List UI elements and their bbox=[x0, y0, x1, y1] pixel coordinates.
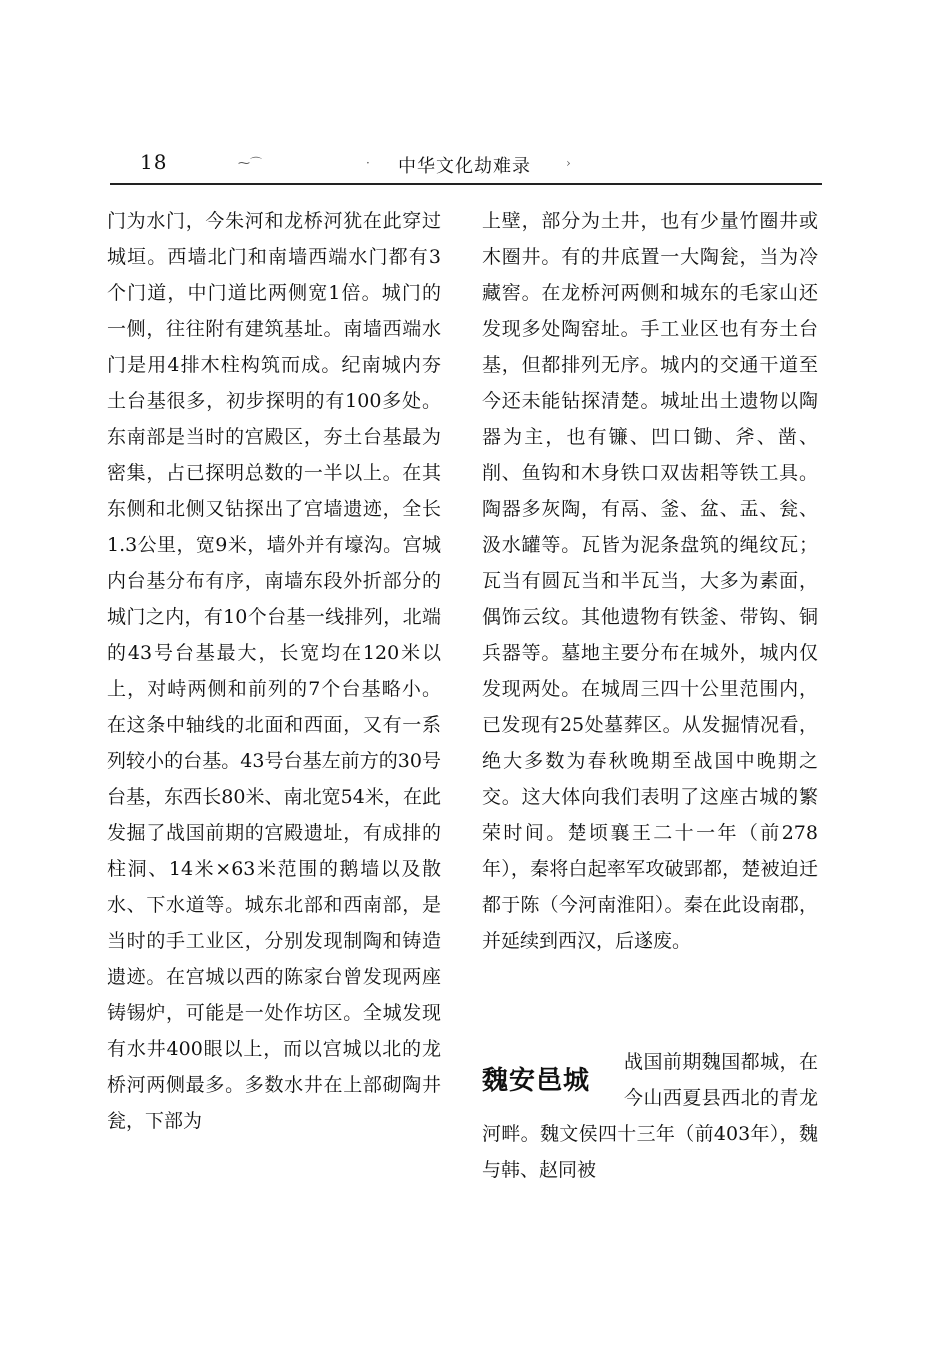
entry-body: 战国前期魏国都城，在今山西夏县西北的青龙河畔。魏文侯四十三年（前403年），魏与韩、赵同被 bbox=[482, 1051, 818, 1181]
right-column bbox=[482, 203, 818, 959]
left-column bbox=[107, 203, 441, 1139]
header-ornament-dot: · bbox=[366, 156, 370, 170]
running-title: 中华文化劫难录 bbox=[398, 156, 531, 177]
header-rule bbox=[110, 183, 822, 185]
right-column-text: 上壁，部分为土井，也有少量竹圈井或木圈井。有的井底置一大陶瓮，当为冷藏窖。在龙桥河两侧和城东的毛家山还发现多处陶窑址。手工业区也有夯土台基，但都排列无序。城内的交通干道至今还未能钻探清楚。城址出土遗物以陶器为主，也有镰、凹口锄、斧、凿、削、鱼钩和木身铁口双齿耜等铁工具。陶器多灰陶，有鬲、釜、盆、盂、瓮、汲水罐等。瓦皆为泥条盘筑的绳纹瓦；瓦当有圆瓦当和半瓦当，大多为素面，偶饰云纹。其他遗物有铁釜、带钩、铜兵器等。墓地主要分布在城外，城内仅发现两处。在城周三四十公里范围内，已发现有25处墓葬区。从发掘情况看，绝大多数为春秋晚期至战国中晚期之交。这大体向我们表明了这座古城的繁荣时间。楚顷襄王二十一年（前278年），秦将白起率军攻破郢都，楚被迫迁都于陈（今河南淮阳）。秦在此设南郡，并延续到西汉，后遂废。 bbox=[482, 210, 818, 952]
header-ornament-right: › bbox=[566, 156, 571, 170]
entry-weianyi bbox=[482, 1044, 818, 1188]
page-number: 18 bbox=[140, 150, 168, 174]
header-ornament-left: ⁓⌒ bbox=[238, 156, 263, 170]
left-column-text: 门为水门，今朱河和龙桥河犹在此穿过城垣。西墙北门和南墙西端水门都有3个门道，中门道比两侧宽1倍。城门的一侧，往往附有建筑基址。南墙西端水门是用4排木柱构筑而成。纪南城内夯土台基很多，初步探明的有100多处。东南部是当时的宫殿区，夯土台基最为密集，占已探明总数的一半以上。在其东侧和北侧又钻探出了宫墙遗迹，全长1.3公里，宽9米，墙外并有壕沟。宫城内台基分布有序，南墙东段外折部分的城门之内，有10个台基一线排列，北端的43号台基最大，长宽均在120米以上，对峙两侧和前列的7个台基略小。在这条中轴线的北面和西面，又有一系列较小的台基。43号台基左前方的30号台基，东西长80米、南北宽54米，在此发掘了战国前期的宫殿遗址，有成排的柱洞、14米×63米范围的鹅墙以及散水、下水道等。城东北部和西南部，是当时的手工业区，分别发现制陶和铸造遗迹。在宫城以西的陈家台曾发现两座铸锡炉，可能是一处作坊区。全城发现有水井400眼以上，而以宫城以北的龙桥河两侧最多。多数水井在上部砌陶井瓮，下部为 bbox=[107, 210, 441, 1132]
entry-title: 魏安邑城 bbox=[482, 1066, 591, 1096]
